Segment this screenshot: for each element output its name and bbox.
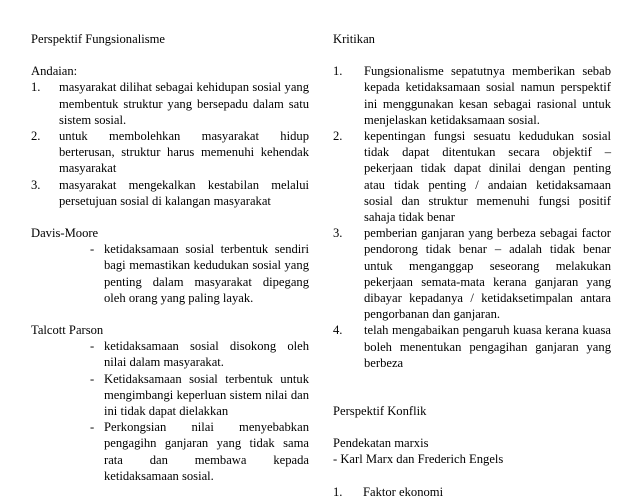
marxis-label: Pendekatan marxis — [333, 436, 429, 451]
marxis-list — [333, 484, 611, 500]
list-item: 2. kepentingan fungsi sesuatu kedudukan sosial tidak dapat ditentukan secara objektif – pekerjaan tidak dapat dinilai dengan penting atau tidak penting / andaian ketidaksamaan sosial dan struktur memenuhi fungsi positif sahaja tidak benar — [333, 129, 611, 225]
list-item: 2. untuk membolehkan masyarakat hidup berterusan, struktur harus memenuhi kehendak masyarakat — [31, 129, 309, 176]
talcott-parson-list — [31, 338, 309, 484]
davis-moore-label: Davis-Moore — [31, 226, 99, 241]
right-column — [333, 31, 611, 500]
andaian-label: Andaian: — [31, 64, 78, 79]
andaian-list — [31, 79, 309, 209]
list-item: - ketidaksamaan sosial terbentuk sendiri bagi memastikan kedudukan sosial yang penting dalam masyarakat dipegang oleh orang yang paling layak. — [90, 242, 309, 305]
talcott-parson-label: Talcott Parson — [31, 323, 104, 338]
list-item: - ketidaksamaan sosial disokong oleh nilai dalam masyarakat. — [90, 339, 309, 370]
list-item: - Ketidaksamaan sosial terbentuk untuk mengimbangi keperluan sistem nilai dan ini tidak dapat dielakkan — [90, 371, 309, 419]
list-item: 3. pemberian ganjaran yang berbeza sebagai factor pendorong tidak benar – adalah tidak benar untuk menganggap seseorang melakukan pekerjaan semata-mata kerana ganjaran yang dibayar kepadanya / ketidaksetimpalan antara pengorbanan dan ganjaran. — [333, 226, 611, 322]
kritikan-label: Kritikan — [333, 32, 375, 46]
list-item: 1. Faktor ekonomi — [333, 484, 444, 499]
list-item: 1. masyarakat dilihat sebagai kehidupan sosial yang membentuk struktur yang bersepadu dalam satu sistem sosial. — [31, 80, 309, 127]
list-item: 3. masyarakat mengekalkan kestabilan melalui persetujuan sosial di kalangan masyarakat — [31, 177, 309, 208]
davis-moore-list — [31, 241, 309, 306]
fungsionalisme-title: Perspektif Fungsionalisme — [31, 32, 165, 46]
kritikan-list — [333, 63, 611, 371]
list-item: 4. telah mengabaikan pengaruh kuasa kerana kuasa boleh menentukan pengagihan ganjaran yang berbeza — [333, 323, 611, 370]
left-column — [31, 31, 309, 484]
konflik-title: Perspektif Konflik — [333, 404, 427, 419]
marxis-authors: - Karl Marx dan Frederich Engels — [333, 452, 504, 467]
list-item: 1. Fungsionalisme sepatutnya memberikan sebab kepada ketidaksamaan sosial namun perspektif ini menggunakan kesan sebagai rasional untuk menjelaskan ketidaksamaan sosial. — [333, 64, 611, 127]
list-item: - Perkongsian nilai menyebabkan pengagihn ganjaran yang tidak sama rata dan membawa kepada ketidaksamaan sosial. — [90, 420, 309, 483]
